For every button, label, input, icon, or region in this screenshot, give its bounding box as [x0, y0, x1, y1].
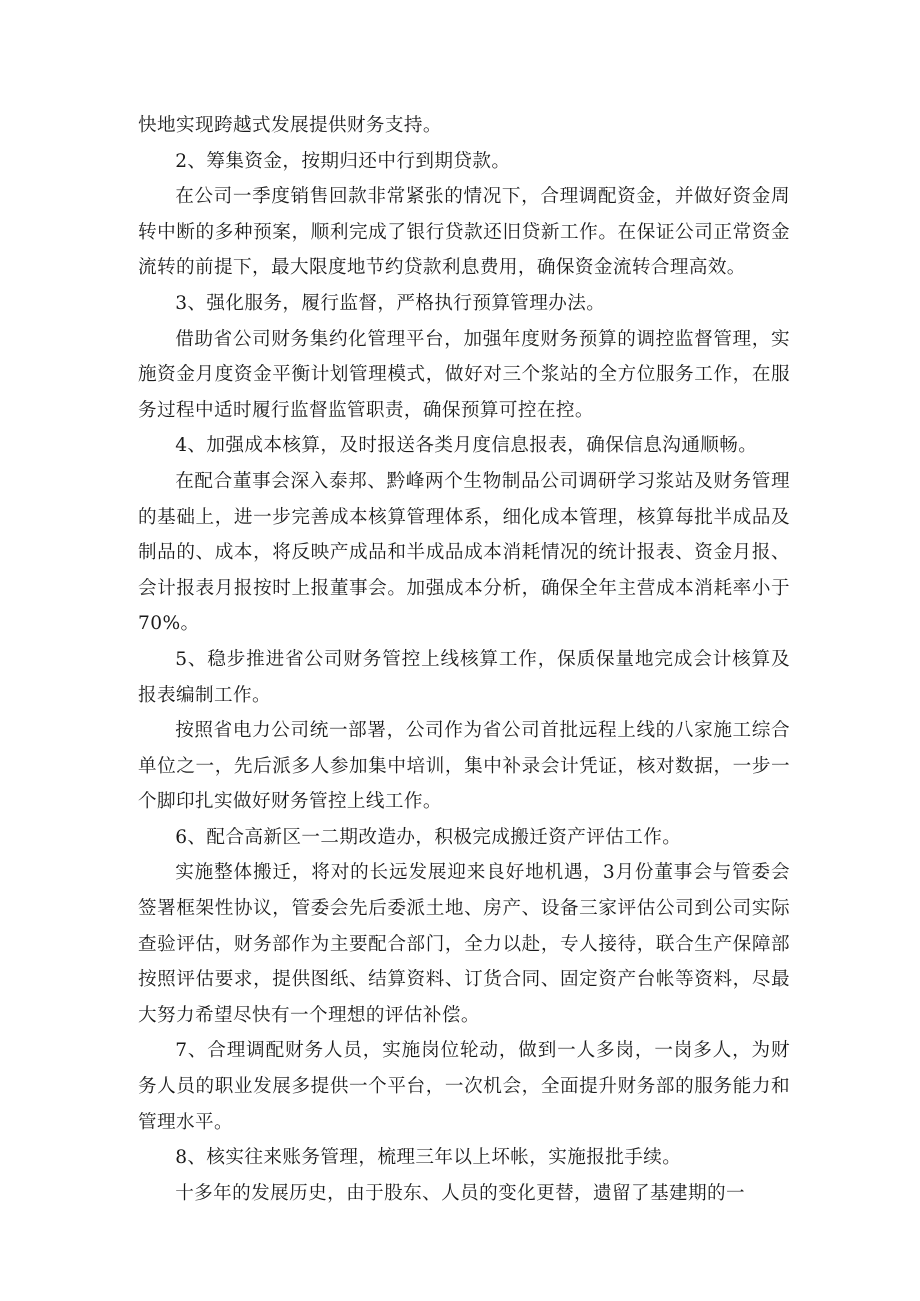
paragraph-continuation: 快地实现跨越式发展提供财务支持。	[138, 115, 442, 136]
paragraph-body: 在公司一季度销售回款非常紧张的情况下，合理调配资金，并做好资金周转中断的多种预案，顺利完成了银行贷款还旧贷新工作。在保证公司正常资金流转的前提下，最大限度地节约贷款利息费用，确保资金流转合理高效。	[138, 186, 790, 279]
paragraph-body: 按照省电力公司统一部署，公司作为省公司首批远程上线的八家施工综合单位之一，先后派多人参加集中培训，集中补录会计凭证，核对数据，一步一个脚印扎实做好财务管控上线工作。	[138, 720, 790, 813]
section-heading-7: 7、合理调配财务人员，实施岗位轮动，做到一人多岗，一岗多人，为财务人员的职业发展多提供一个平台，一次机会，全面提升财务部的服务能力和管理水平。	[138, 1040, 790, 1133]
section-heading-4: 4、加强成本核算，及时报送各类月度信息报表，确保信息沟通顺畅。	[175, 435, 758, 457]
document-page	[138, 108, 790, 1211]
section-heading-2: 2、筹集资金，按期归还中行到期贷款。	[175, 150, 511, 172]
section-heading-3: 3、强化服务，履行监督，严格执行预算管理办法。	[175, 292, 606, 314]
section-heading-5: 5、稳步推进省公司财务管控上线核算工作，保质保量地完成会计核算及报表编制工作。	[138, 648, 790, 706]
section-heading-6: 6、配合高新区一二期改造办，积极完成搬迁资产评估工作。	[175, 826, 682, 848]
paragraph-body: 十多年的发展历史，由于股东、人员的变化更替，遗留了基建期的一	[175, 1182, 746, 1204]
paragraph-body: 在配合董事会深入泰邦、黔峰两个生物制品公司调研学习浆站及财务管理的基础上，进一步完善成本核算管理体系，细化成本管理，核算每批半成品及制品的、成本，将反映产成品和半成品成本消耗情况的统计报表、资金月报、会计报表月报按时上报董事会。加强成本分析，确保全年主营成本消耗率小于70%。	[138, 470, 790, 635]
paragraph-body: 借助省公司财务集约化管理平台，加强年度财务预算的调控监督管理，实施资金月度资金平衡计划管理模式，做好对三个浆站的全方位服务工作，在服务过程中适时履行监督监管职责，确保预算可控在控。	[138, 328, 790, 421]
paragraph-body: 实施整体搬迁，将对的长远发展迎来良好地机遇，3月份董事会与管委会签署框架性协议，管委会先后委派土地、房产、设备三家评估公司到公司实际查验评估，财务部作为主要配合部门，全力以赴，专人接待，联合生产保障部按照评估要求，提供图纸、结算资料、订货合同、固定资产台帐等资料，尽最大努力希望尽快有一个理想的评估补偿。	[138, 862, 790, 1026]
section-heading-8: 8、核实往来账务管理，梳理三年以上坏帐，实施报批手续。	[175, 1147, 682, 1169]
